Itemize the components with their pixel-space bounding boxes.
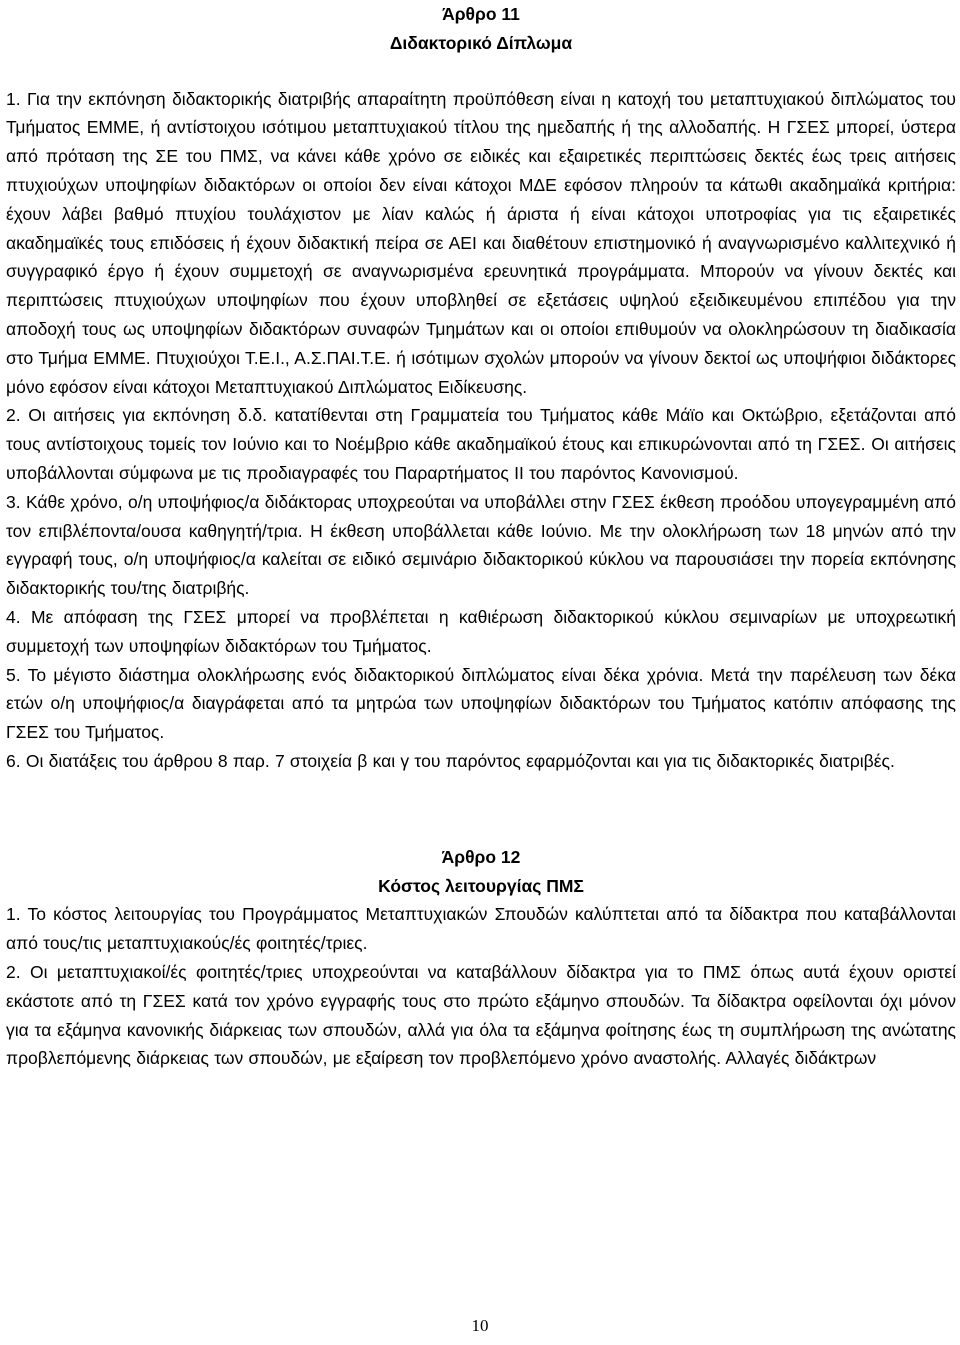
article-11-paragraph-5: 5. Το μέγιστο διάστημα ολοκλήρωσης ενός διδακτορικού διπλώματος είναι δέκα χρόνια. Μετά την παρέλευση των δέκα ετών ο/η υποψήφιος/α διαγράφεται από τα μητρώα των υποψηφίων διδακτόρων του Τμήματος κατόπιν απόφασης της ΓΣΕΣ του Τμήματος. [6, 664, 956, 743]
page-number: 10 [471, 1316, 489, 1335]
article-11-title: Διδακτορικό Δίπλωμα [389, 32, 573, 53]
article-12 [6, 843, 956, 1073]
article-11-paragraph-2: 2. Οι αιτήσεις για εκπόνηση δ.δ. κατατίθενται στη Γραμματεία του Τμήματος κάθε Μάϊο και Οκτώβριο, εξετάζονται από τους αντίστοιχους τομείς τον Ιούνιο και το Νοέμβριο κάθε ακαδημαϊκού έτους και επικυρώνονται από τη ΓΣΕΣ. Οι αιτήσεις υποβάλλονται σύμφωνα με τις προδιαγραφές του Παραρτήματος ΙΙ του παρόντος Κανονισμού. [6, 405, 956, 483]
article-11 [6, 0, 956, 776]
section-spacer [6, 776, 956, 843]
article-12-number: Άρθρο 12 [441, 846, 521, 867]
article-11-number: Άρθρο 11 [442, 4, 520, 24]
article-11-paragraph-1: 1. Για την εκπόνηση διδακτορικής διατριβής απαραίτητη προϋπόθεση είναι η κατοχή του μεταπτυχιακού διπλώματος του Τμήματος ΕΜΜΕ, ή αντίστοιχου ισότιμου μεταπτυχιακού τίτλου της ημεδαπής ή της αλλοδαπής. Η ΓΣΕΣ μπορεί, ύστερα από πρόταση της ΣΕ του ΠΜΣ, να κάνει κάθε χρόνο σε ειδικές και εξαιρετικές περιπτώσεις δεκτές έως τρεις αιτήσεις πτυχιούχων υποψηφίων διδακτόρων οι οποίοι δεν είναι κάτοχοι ΜΔΕ εφόσον πληρούν τα κάτωθι ακαδημαϊκά κριτήρια: έχουν λάβει βαθμό πτυχίου τουλάχιστον με λίαν καλώς ή άριστα ή είναι κάτοχοι υποτροφίας για τις εξαιρετικές ακαδημαϊκές τους επιδόσεις ή έχουν διδακτική πείρα σε ΑΕΙ και διαθέτουν επιστημονικό ή αναγνωρισμένο καλλιτεχνικό ή συγγραφικό έργο ή έχουν συμμετοχή σε αναγνωρισμένα ερευνητικά προγράμματα. Μπορούν να γίνουν δεκτές και περιπτώσεις πτυχιούχων υποψηφίων που έχουν υποβληθεί σε εξετάσεις υψηλού εξειδικευμένου επιπέδου για την αποδοχή τους ως υποψηφίων διδακτόρων συναφών Τμημάτων και οι οποίοι επιθυμούν να ολοκληρώσουν τη διαδικασία στο Τμήμα ΕΜΜΕ. Πτυχιούχοι Τ.Ε.Ι., Α.Σ.ΠΑΙ.Τ.Ε. ή ισότιμων σχολών μπορούν να γίνουν δεκτοί ως υποψήφιοι διδάκτορες μόνο εφόσον είναι κάτοχοι Μεταπτυχιακού Διπλώματος Ειδίκευσης. [6, 88, 956, 397]
article-11-paragraph-4: 4. Με απόφαση της ΓΣΕΣ μπορεί να προβλέπεται η καθιέρωση διδακτορικού κύκλου σεμιναρίων με υποχρεωτική συμμετοχή των υποψηφίων διδακτόρων του Τμήματος. [6, 606, 956, 656]
article-11-paragraph-3: 3. Κάθε χρόνο, ο/η υποψήφιος/α διδάκτορας υποχρεούται να υποβάλλει στην ΓΣΕΣ έκθεση προόδου υπογεγραμμένη από τον επιβλέποντα/ουσα καθηγητή/τρια. Η έκθεση υποβάλλεται κάθε Ιούνιο. Με την ολοκλήρωση των 18 μηνών από την εγγραφή τους, ο/η υποψήφιος/α καλείται σε ειδικό σεμινάριο διδακτορικού κύκλου να παρουσιάσει την πορεία εκπόνησης διδακτορικής του/της διατριβής. [6, 491, 956, 599]
article-12-paragraph-2: 2. Οι μεταπτυχιακοί/ές φοιτητές/τριες υποχρεούνται να καταβάλλουν δίδακτρα για το ΠΜΣ όπως αυτά έχουν οριστεί εκάστοτε από τη ΓΣΕΣ κατά τον χρόνο εγγραφής τους στο πρώτο εξάμηνο σπουδών. Τα δίδακτρα οφείλονται όχι μόνον για τα εξάμηνα κανονικής διάρκειας των σπουδών, αλλά για όλα τα εξάμηνα φοίτησης έως τη συμπλήρωση της ανώτατης προβλεπόμενης διάρκειας των σπουδών, με εξαίρεση τον προβλεπόμενο χρόνο αναστολής. Αλλαγές διδάκτρων [6, 961, 956, 1069]
article-11-paragraph-6: 6. Οι διατάξεις του άρθρου 8 παρ. 7 στοιχεία β και γ του παρόντος εφαρμόζονται και για τις διδακτορικές διατριβές. [6, 750, 895, 771]
document-page [6, 0, 956, 1073]
article-12-title: Κόστος λειτουργίας ΠΜΣ [378, 875, 584, 896]
article-12-paragraph-1: 1. Το κόστος λειτουργίας του Προγράμματος Μεταπτυχιακών Σπουδών καλύπτεται από τα δίδακτρα που καταβάλλονται από τους/τις μεταπτυχιακούς/ές φοιτητές/τριες. [6, 904, 956, 954]
